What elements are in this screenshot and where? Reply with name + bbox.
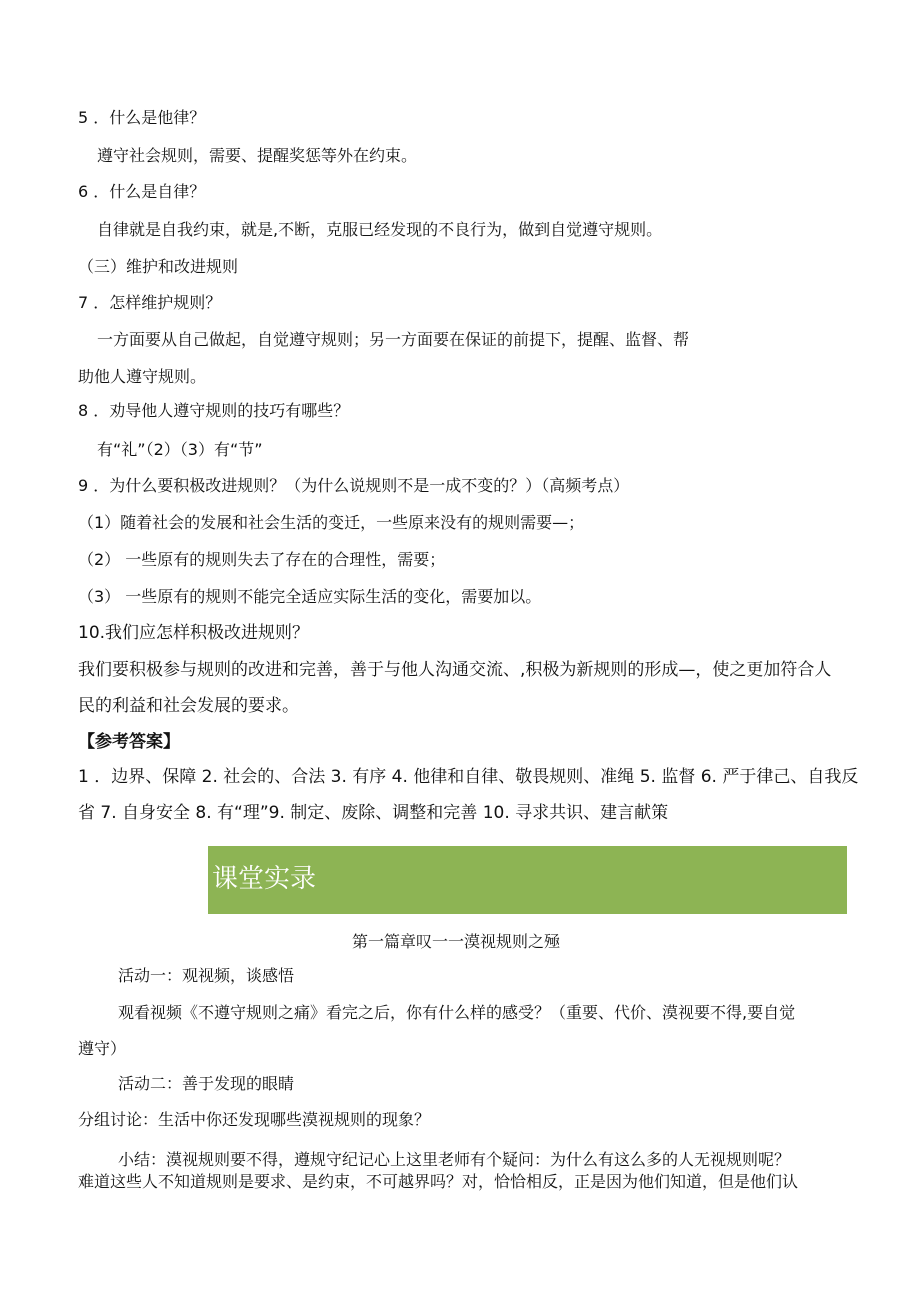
activity-1-text-line2: 遵守） — [78, 1039, 127, 1058]
q5-answer: 遵守社会规则，需要、提醒奖惩等外在约束。 — [97, 146, 418, 165]
activity-1-heading: 活动一：观视频，谈感悟 — [118, 966, 295, 985]
discussion-prompt: 分组讨论：生活中你还发现哪些漠视规则的现象？ — [78, 1110, 431, 1129]
q9-point-1: （1）随着社会的发展和社会生活的变迁，一些原来没有的规则需要—； — [78, 513, 585, 532]
section-heading: （三）维护和改进规则 — [78, 257, 239, 276]
summary-line2: 难道这些人不知道规则是要求、是约束，不可越界吗？对，恰恰相反，正是因为他们知道，但是他们认 — [78, 1172, 799, 1191]
q9-point-2: （2） 一些原有的规则失去了存在的合理性，需要； — [78, 550, 446, 569]
q7-answer-line1: 一方面要从自己做起，自觉遵守规则；另一方面要在保证的前提下，提醒、监督、帮 — [97, 330, 690, 349]
q7-answer-line2: 助他人遵守规则。 — [78, 367, 207, 386]
reference-line2: 省 7. 自身安全 8. 有“理”9. 制定、废除、调整和完善 10. 寻求共识、建言献策 — [78, 803, 669, 823]
q10-title: 10.我们应怎样积极改进规则？ — [78, 623, 310, 643]
q8-answer: 有“礼”（2）（3）有“节” — [97, 440, 263, 459]
q6-title: 6 ．什么是自律？ — [78, 182, 206, 201]
reference-line1: 1 ．边界、保障 2. 社会的、合法 3. 有序 4. 他律和自律、敬畏规则、准绳 5. 监督 6. 严于律己、自我反 — [78, 767, 859, 787]
reference-heading: 【参考答案】 — [78, 732, 180, 752]
activity-2-heading: 活动二：善于发现的眼睛 — [118, 1074, 295, 1093]
q9-title: 9 ．为什么要积极改进规则？（为什么说规则不是一成不变的？）（高频考点） — [78, 476, 630, 495]
activity-1-text-line1: 观看视频《不遵守规则之痛》看完之后，你有什么样的感受？（重要、代价、漠视要不得,要自觉 — [118, 1003, 796, 1022]
chapter-title: 第一篇章叹一一漠视规则之殛 — [352, 932, 561, 951]
q10-answer-line2: 民的利益和社会发展的要求。 — [78, 696, 299, 716]
summary-line1: 小结：漠视规则要不得，遵规守纪记心上这里老师有个疑问：为什么有这么多的人无视规则呢？ — [118, 1150, 791, 1169]
q10-answer-line1: 我们要积极参与规则的改进和完善，善于与他人沟通交流、,积极为新规则的形成—，使之更加符合人 — [78, 660, 832, 680]
q7-title: 7 ．怎样维护规则？ — [78, 293, 222, 312]
banner-title: 课堂实录 — [212, 864, 317, 894]
q6-answer: 自律就是自我约束，就是,不断，克服已经发现的不良行为，做到自觉遵守规则。 — [97, 220, 663, 239]
q5-title: 5 ．什么是他律？ — [78, 108, 206, 127]
q8-title: 8 ．劝导他人遵守规则的技巧有哪些？ — [78, 401, 350, 420]
classroom-record-banner — [208, 846, 847, 914]
q9-point-3: （3） 一些原有的规则不能完全适应实际生活的变化，需要加以。 — [78, 587, 542, 606]
